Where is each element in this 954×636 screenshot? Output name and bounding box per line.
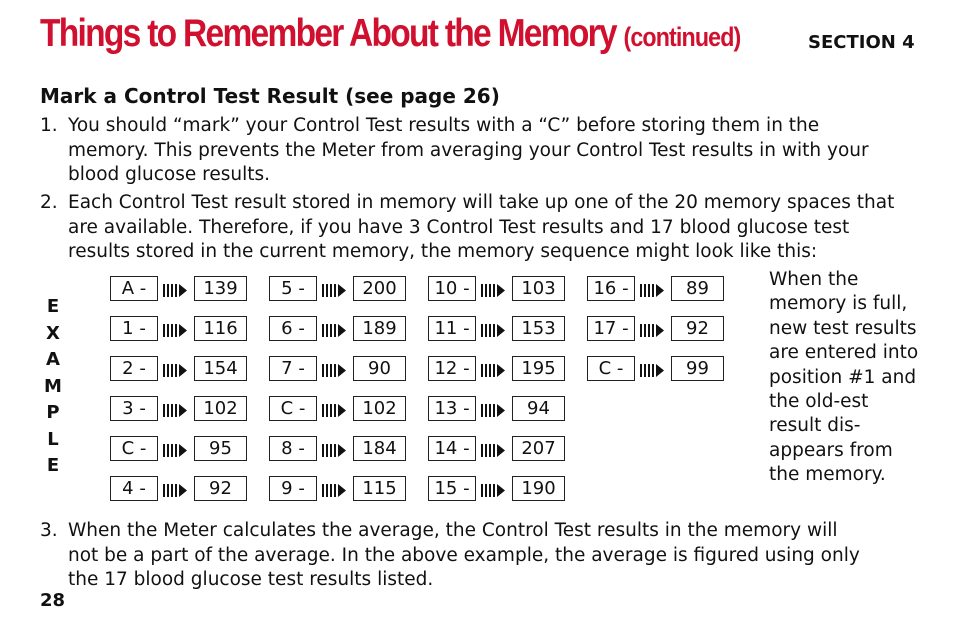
item-number: 1.	[40, 115, 58, 136]
arrow-right-icon	[640, 362, 666, 375]
subheading: Mark a Control Test Result (see page 26)	[40, 84, 500, 108]
arrow-right-icon	[163, 322, 189, 335]
arrow-right-icon	[322, 282, 348, 295]
memory-position: 10 -	[428, 276, 476, 301]
memory-position: 7 -	[269, 356, 317, 381]
memory-value: 190	[512, 476, 565, 501]
arrow-right-icon	[481, 362, 507, 375]
arrow-right-icon	[481, 322, 507, 335]
memory-value: 207	[512, 436, 565, 461]
item-text: You should “mark” your Control Test results with a “C” before storing them in the memory. This prevents the Meter from averaging your Control Test results in with your blood glucose results.	[68, 115, 869, 185]
memory-value: 99	[671, 356, 724, 381]
memory-value: 115	[353, 476, 406, 501]
memory-position: 17 -	[587, 316, 635, 341]
memory-value: 102	[353, 396, 406, 421]
memory-value: 154	[194, 356, 247, 381]
arrow-right-icon	[322, 322, 348, 335]
memory-value: 153	[512, 316, 565, 341]
example-vertical-label	[44, 294, 62, 480]
item-number: 2.	[40, 192, 58, 213]
memory-value: 116	[194, 316, 247, 341]
memory-value: 103	[512, 276, 565, 301]
section-label: SECTION 4	[808, 32, 915, 53]
arrow-right-icon	[640, 282, 666, 295]
arrow-right-icon	[481, 442, 507, 455]
memory-value: 102	[194, 396, 247, 421]
list-item	[40, 519, 920, 593]
memory-position: 15 -	[428, 476, 476, 501]
example-letter: M	[44, 375, 62, 397]
memory-position: 5 -	[269, 276, 317, 301]
memory-position: C -	[110, 436, 158, 461]
memory-position: 14 -	[428, 436, 476, 461]
page-number: 28	[40, 590, 66, 611]
memory-value: 189	[353, 316, 406, 341]
list-item	[40, 114, 920, 188]
memory-position: 4 -	[110, 476, 158, 501]
memory-value: 139	[194, 276, 247, 301]
title-text: Things to Remember About the Memory	[40, 12, 616, 55]
memory-position: 1 -	[110, 316, 158, 341]
arrow-right-icon	[322, 402, 348, 415]
memory-position: 6 -	[269, 316, 317, 341]
memory-position: 12 -	[428, 356, 476, 381]
arrow-right-icon	[481, 282, 507, 295]
arrow-right-icon	[163, 482, 189, 495]
side-note: When the memory is full, new test results are entered into position #1 and the old-est result dis-appears from the memory.	[769, 269, 919, 486]
memory-position: C -	[587, 356, 635, 381]
arrow-right-icon	[163, 442, 189, 455]
arrow-right-icon	[163, 362, 189, 375]
title-suffix: (continued)	[623, 22, 741, 52]
memory-position: 11 -	[428, 316, 476, 341]
example-letter: A	[46, 349, 60, 370]
memory-value: 89	[671, 276, 724, 301]
arrow-right-icon	[481, 402, 507, 415]
arrow-right-icon	[481, 482, 507, 495]
memory-position: 3 -	[110, 396, 158, 421]
arrow-right-icon	[322, 442, 348, 455]
arrow-right-icon	[322, 362, 348, 375]
arrow-right-icon	[163, 402, 189, 415]
memory-position: 2 -	[110, 356, 158, 381]
item-text: Each Control Test result stored in memory will take up one of the 20 memory spaces that are available. Therefore, if you have 3 Control Test results and 17 blood glucose test results stored in the current memory, the memory sequence might look like this:	[68, 192, 895, 262]
memory-value: 95	[194, 436, 247, 461]
example-letter: X	[46, 322, 60, 344]
arrow-right-icon	[163, 282, 189, 295]
item-number: 3.	[40, 520, 58, 541]
memory-value: 92	[671, 316, 724, 341]
memory-value: 90	[353, 356, 406, 381]
memory-value: 195	[512, 356, 565, 381]
example-letter: L	[47, 428, 59, 450]
memory-position: 8 -	[269, 436, 317, 461]
page-title	[40, 12, 740, 56]
list-item	[40, 191, 920, 265]
item-text: When the Meter calculates the average, the Control Test results in the memory will not be a part of the average. In the above example, the average is figured using only the 17 blood glucose test results listed.	[68, 520, 860, 590]
memory-position: 13 -	[428, 396, 476, 421]
example-letter: P	[46, 402, 60, 423]
example-letter: E	[46, 296, 60, 317]
arrow-right-icon	[640, 322, 666, 335]
example-letter: E	[46, 455, 60, 476]
memory-value: 94	[512, 396, 565, 421]
memory-position: C -	[269, 396, 317, 421]
arrow-right-icon	[322, 482, 348, 495]
memory-value: 200	[353, 276, 406, 301]
memory-position: 9 -	[269, 476, 317, 501]
memory-position: A -	[110, 276, 158, 301]
memory-value: 184	[353, 436, 406, 461]
memory-position: 16 -	[587, 276, 635, 301]
memory-value: 92	[194, 476, 247, 501]
